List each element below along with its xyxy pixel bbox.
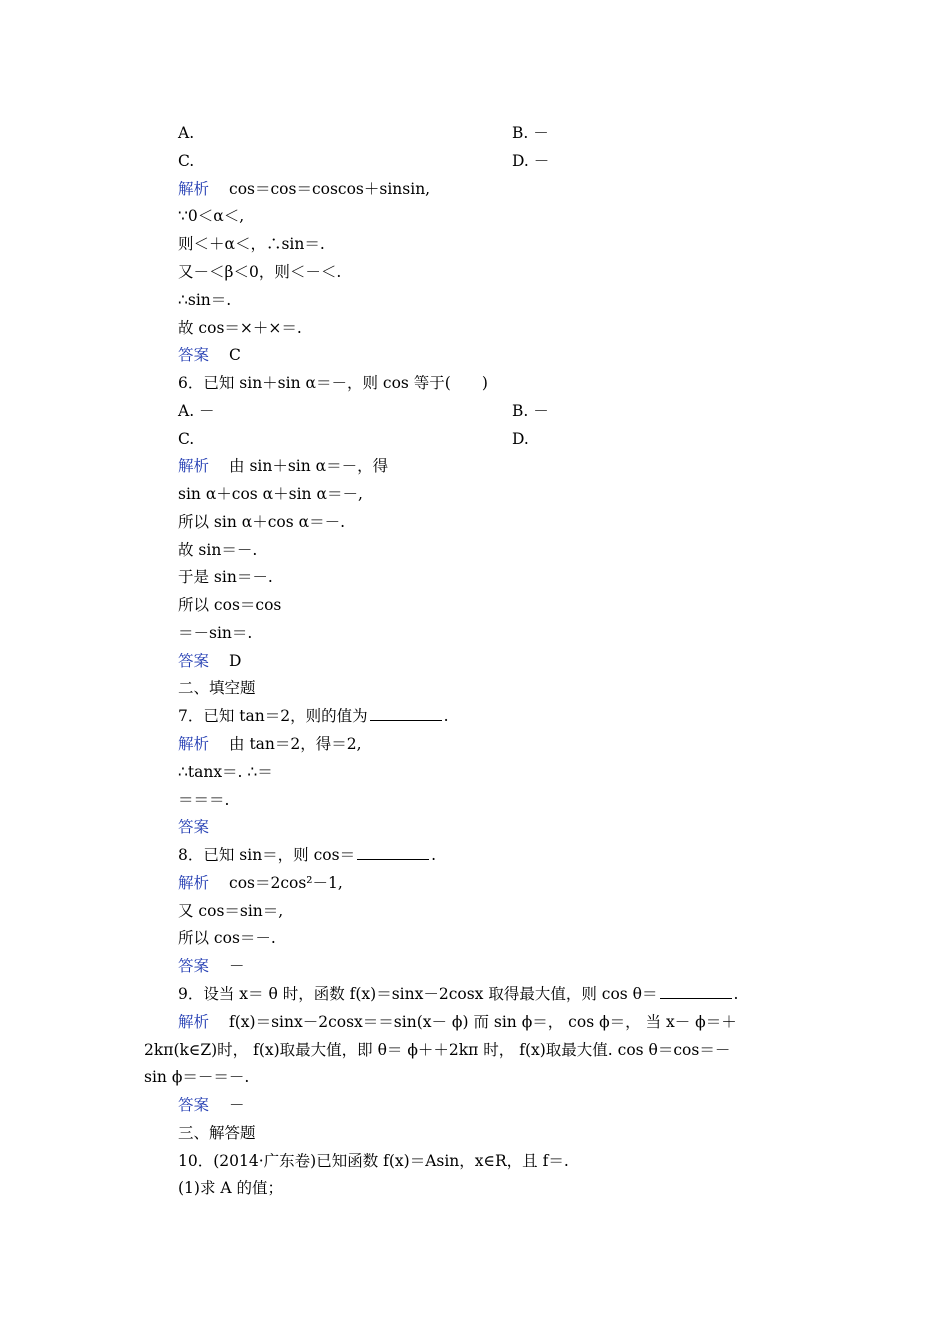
answer-value: D: [229, 652, 242, 670]
section-heading: 二、填空题: [178, 679, 256, 697]
solution-line: 故 cos＝×＋×＝.: [178, 319, 302, 337]
option-c: C.: [178, 152, 195, 170]
solution-line: 于是 sin＝－.: [178, 568, 273, 586]
solution-line: ∴sin＝.: [178, 291, 232, 309]
stem-text: 8．已知 sin＝，则 cos＝: [178, 846, 356, 864]
solution-label: 解析: [178, 1013, 210, 1031]
solution-label: 解析: [178, 180, 210, 198]
answer-line: [178, 651, 241, 671]
answer-line: [178, 345, 241, 365]
solution-label: 解析: [178, 874, 210, 892]
solution-label: 解析: [178, 735, 210, 753]
question-stem: [178, 845, 436, 865]
stem-text: 7．已知 tan＝2，则的值为: [178, 707, 368, 725]
solution-line: 所以 cos＝cos: [178, 596, 282, 614]
answer-value: C: [229, 346, 241, 364]
solution-line: [178, 1012, 737, 1032]
option-b: B. －: [512, 402, 549, 420]
option-c: C.: [178, 430, 195, 448]
solution-line: sin ϕ＝－＝－.: [144, 1068, 250, 1086]
solution-line: ＝＝＝.: [178, 791, 230, 809]
answer-line: [178, 956, 245, 976]
option-d: D.: [512, 430, 529, 448]
solution-line: [178, 179, 430, 199]
answer-line: [178, 817, 209, 837]
solution-line: 则＜＋α＜，∴sin＝.: [178, 235, 325, 253]
stem-end: .: [443, 707, 449, 725]
solution-line: 所以 cos＝－.: [178, 929, 276, 947]
solution-line: [178, 873, 343, 893]
stem-end: .: [733, 985, 739, 1003]
solution-label: 解析: [178, 457, 210, 475]
solution-text: cos＝cos＝coscos＋sinsin,: [229, 180, 431, 198]
answer-blank: [660, 984, 732, 999]
solution-text: cos＝2cos²－1,: [229, 874, 343, 892]
section-heading: 三、解答题: [178, 1124, 256, 1142]
answer-label: 答案: [178, 957, 210, 975]
solution-line: 又 cos＝sin＝,: [178, 902, 284, 920]
option-d: D. －: [512, 152, 550, 170]
answer-blank: [357, 845, 429, 860]
question-stem: 6．已知 sin＋sin α＝－，则 cos 等于( ): [178, 374, 488, 392]
answer-label: 答案: [178, 1096, 210, 1114]
solution-line: [178, 734, 362, 754]
solution-line: 所以 sin α＋cos α＝－.: [178, 513, 346, 531]
question-stem: [178, 984, 738, 1004]
solution-line: [178, 456, 388, 476]
option-a: A. －: [178, 402, 215, 420]
solution-line: sin α＋cos α＋sin α＝－,: [178, 485, 363, 503]
solution-text: f(x)＝sinx－2cosx＝＝sin(x－ ϕ) 而 sin ϕ＝， cos ϕ＝， 当 x－ ϕ＝＋: [229, 1013, 737, 1031]
answer-value: －: [229, 1096, 245, 1114]
stem-end: .: [431, 846, 437, 864]
option-b: B. －: [512, 124, 549, 142]
question-stem: 10．(2014·广东卷)已知函数 f(x)＝Asin，x∈R，且 f＝.: [178, 1152, 569, 1170]
solution-text: 由 tan＝2，得＝2,: [229, 735, 362, 753]
solution-line: ∴tanx＝. ∴＝: [178, 763, 273, 781]
question-part: (1)求 A 的值；: [178, 1179, 284, 1197]
answer-label: 答案: [178, 652, 210, 670]
answer-label: 答案: [178, 346, 210, 364]
question-stem: [178, 706, 449, 726]
answer-blank: [370, 706, 442, 721]
solution-line: 故 sin＝－.: [178, 541, 258, 559]
solution-line: ∵0＜α＜,: [178, 207, 245, 225]
option-a: A.: [178, 124, 195, 142]
answer-value: －: [229, 957, 245, 975]
stem-text: 9．设当 x＝ θ 时，函数 f(x)＝sinx－2cosx 取得最大值，则 cos θ＝: [178, 985, 658, 1003]
answer-line: [178, 1095, 245, 1115]
solution-line: 又－＜β＜0，则＜－＜.: [178, 263, 342, 281]
solution-line: 2kπ(k∈Z)时， f(x)取最大值，即 θ＝ ϕ＋＋2kπ 时， f(x)取最大值. cos θ＝cos＝－: [144, 1041, 731, 1059]
answer-label: 答案: [178, 818, 210, 836]
solution-line: ＝－sin＝.: [178, 624, 253, 642]
solution-text: 由 sin＋sin α＝－，得: [229, 457, 389, 475]
